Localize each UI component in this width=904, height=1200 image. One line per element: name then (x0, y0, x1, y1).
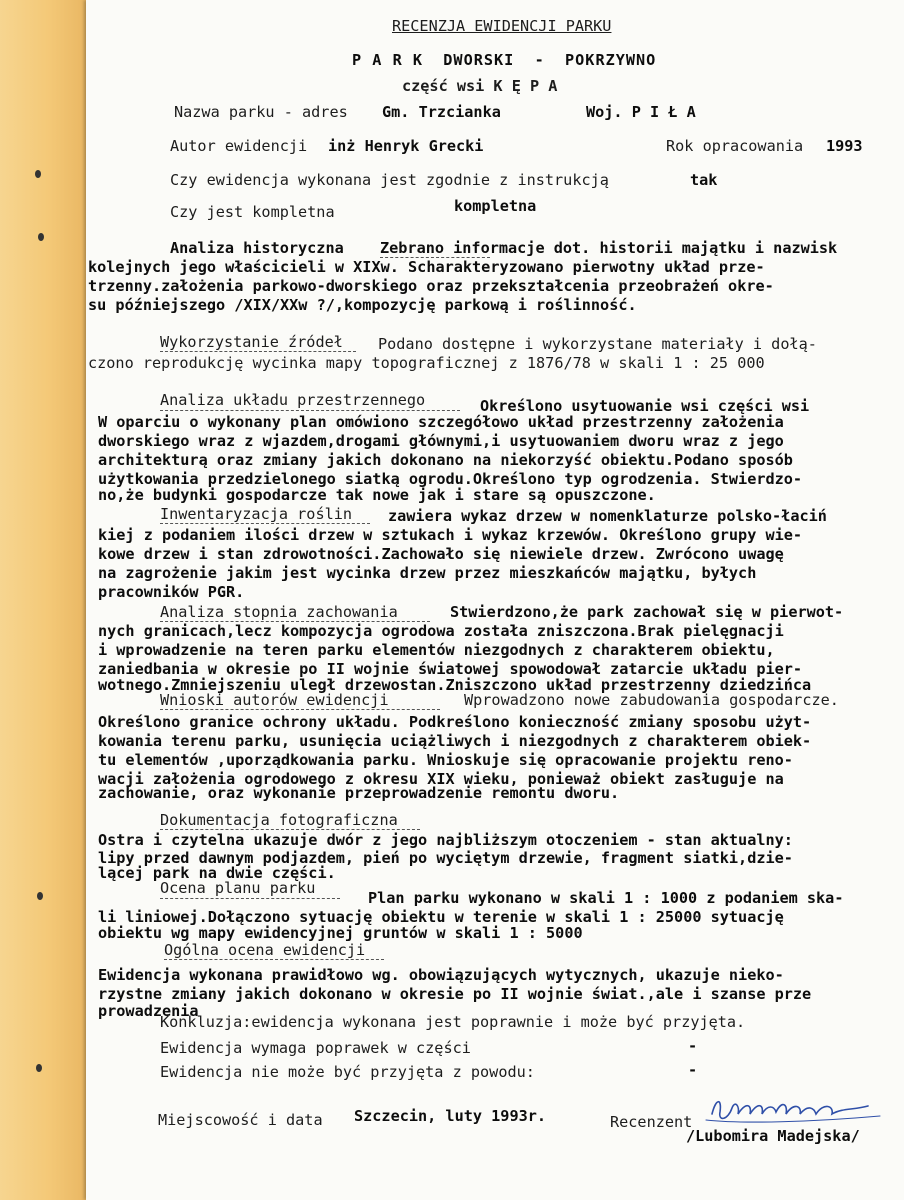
section-sources-line: czono reprodukcję wycinka mapy topograficznej z 1876/78 w skali 1 : 25 000 (88, 354, 765, 372)
address-gm: Gm. Trzcianka (382, 103, 501, 121)
section-photo-line: lipy przed dawnym podjazdem, pień po wyciętym drzewie, fragment siatki,dzie- (98, 849, 793, 867)
complete-answer: kompletna (454, 197, 537, 215)
section-historical-line: kolejnych jego właścicieli w XIXw. Scharakteryzowano pierwotny układ prze- (88, 258, 765, 276)
conclusion-corrections: Ewidencja wymaga poprawek w części (160, 1039, 471, 1057)
underline-dashes (160, 351, 356, 352)
section-sources-line: Podano dostępne i wykorzystane materiały i dołą- (378, 335, 817, 353)
complete-question: Czy jest kompletna (170, 203, 335, 221)
underline-dashes (160, 898, 340, 899)
section-preservation-line: zaniedbania w okresie po II wojnie światowej spowodował zatarcie układu pier- (98, 660, 803, 678)
section-preservation-label: Analiza stopnia zachowania (160, 603, 398, 621)
section-plants-line: kowe drzew i stan zdrowotności.Zachowało się niewiele drzew. Zwrócono uwagę (98, 545, 784, 563)
section-conclusions-line: tu elementów ,uporządkowania parku. Wnioskuje się opracowanie projektu reno- (98, 751, 793, 769)
section-conclusions-line: Określono granice ochrony układu. Podkreślono konieczność zmiany sposobu użyt- (98, 713, 812, 731)
section-plants-line: kiej z podaniem ilości drzew w sztukach i wykaz krzewów. Określono grupy wie- (98, 526, 803, 544)
park-name: P A R K DWORSKI - POKRZYWNO (352, 51, 657, 69)
document-page (86, 0, 904, 1200)
conclusion-rejected-mark: - (688, 1061, 698, 1079)
section-photo-line: lącej park na dwie części. (98, 864, 336, 882)
author-name: inż Henryk Grecki (328, 137, 484, 155)
place-date-value: Szczecin, luty 1993r. (354, 1107, 547, 1125)
section-plants-label: Inwentaryzacja roślin (160, 505, 353, 523)
author-label: Autor ewidencji (170, 137, 308, 155)
conclusion-corrections-mark: - (688, 1037, 698, 1055)
section-plan-line: obiektu wg mapy ewidencyjnej gruntów w skali 1 : 5000 (98, 924, 583, 942)
section-plants-line: na zagrożenie jakim jest wycinka drzew przez mieszkańców majątku, byłych (98, 564, 757, 582)
section-plan-line: li liniowej.Dołączono sytuację obiektu w terenie w skali 1 : 25000 sytuację (98, 908, 784, 926)
conclusion-rejected: Ewidencja nie może być przyjęta z powodu: (160, 1063, 535, 1081)
section-conclusions-line: wacji założenia ogrodowego z okresu XIX wieku, ponieważ obiekt zasługuje na (98, 770, 784, 788)
section-spatial-line: Określono usytuowanie wsi części wsi (480, 397, 810, 415)
section-conclusions-label: Wnioski autorów ewidencji (160, 691, 389, 709)
section-spatial-label: Analiza układu przestrzennego (160, 391, 426, 409)
section-historical-label: Analiza historyczna (170, 239, 344, 257)
year-label: Rok opracowania (666, 137, 804, 155)
section-historical-line: su późniejszego /XIX/XXw ?/,kompozycję parkową i roślinność. (88, 296, 637, 314)
section-sources-label: Wykorzystanie źródeł (160, 333, 343, 351)
compliance-answer: tak (690, 171, 718, 189)
section-photo-label: Dokumentacja fotograficzna (160, 811, 398, 829)
section-overall-line: Ewidencja wykonana prawidłowo wg. obowiązujących wytycznych, ukazuje nieko- (98, 966, 784, 984)
section-photo-line: Ostra i czytelna ukazuje dwór z jego najbliższym otoczeniem - stan aktualny: (98, 831, 793, 849)
section-conclusions-line: zachowanie, oraz wykonanie przeprowadzenie remontu dworu. (98, 784, 620, 802)
compliance-question: Czy ewidencja wykonana jest zgodnie z instrukcją (170, 171, 609, 189)
underline-dashes (160, 709, 440, 710)
section-preservation-line: nych granicach,lecz kompozycja ogrodowa została zniszczona.Brak pielęgnacji (98, 622, 784, 640)
binding-hole (38, 233, 44, 241)
section-overall-line: rzystne zmiany jakich dokonano w okresie po II wojnie świat.,ale i szanse prze (98, 985, 812, 1003)
section-preservation-line: wotnego.Zmniejszeniu uległ drzewostan.Zniszczono układ przestrzenny dziedzińca (98, 676, 812, 694)
reviewer-label: Recenzent (610, 1113, 693, 1131)
section-overall-line: prowadzenia (98, 1002, 199, 1020)
section-preservation-line: Stwierdzono,że park zachował się w pierwot- (450, 603, 844, 621)
underline-dashes (160, 523, 370, 524)
section-preservation-line: i wprowadzenie na teren parku elementów niezgodnych z charakterem obiektu, (98, 641, 775, 659)
binding-hole (35, 170, 41, 178)
conclusion-accepted: Konkluzja:ewidencja wykonana jest poprawnie i może być przyjęta. (160, 1013, 746, 1031)
binding-strip (0, 0, 86, 1200)
section-spatial-line: no,że budynki gospodarcze tak nowe jak i stare są opuszczone. (98, 486, 656, 504)
underline-dashes (160, 829, 420, 830)
section-historical-line: Zebrano informacje dot. historii majątku i nazwisk (380, 239, 838, 257)
underline-dashes (164, 959, 384, 960)
section-overall-label: Ogólna ocena ewidencji (164, 941, 366, 959)
section-plan-line: Plan parku wykonano w skali 1 : 1000 z podaniem ska- (368, 889, 844, 907)
section-spatial-line: W oparciu o wykonany plan omówiono szczegółowo układ przestrzenny założenia (98, 413, 784, 431)
section-plan-label: Ocena planu parku (160, 879, 316, 897)
underline-dashes (380, 257, 490, 258)
section-spatial-line: dworskiego wraz z wjazdem,drogami głównymi,i usytuowaniem dworu wraz z jego (98, 432, 784, 450)
section-spatial-line: architekturą oraz zmiany jakich dokonano na niekorzyść obiektu.Podano sposób (98, 451, 793, 469)
address-label: Nazwa parku - adres (174, 103, 348, 121)
section-plants-line: zawiera wykaz drzew w nomenklaturze polsko-łaciń (388, 507, 827, 525)
year-value: 1993 (826, 137, 863, 155)
underline-dashes (160, 621, 430, 622)
binding-hole (36, 1064, 42, 1072)
doc-title: RECENZJA EWIDENCJI PARKU (392, 17, 612, 35)
section-conclusions-line: kowania terenu parku, usunięcia uciążliwych i niezgodnych z charakterem obiek- (98, 732, 812, 750)
place-date-label: Miejscowość i data (158, 1111, 323, 1129)
section-conclusions-line: Wprowadzono nowe zabudowania gospodarcze. (464, 691, 839, 709)
address-woj: Woj. P I Ł A (586, 103, 696, 121)
village-line: część wsi K Ę P A (402, 77, 558, 95)
section-historical-line: trzenny.założenia parkowo-dworskiego oraz przekształcenia przeobrażeń okre- (88, 277, 774, 295)
reviewer-name: /Lubomira Madejska/ (686, 1127, 860, 1145)
section-plants-line: pracowników PGR. (98, 583, 245, 601)
section-spatial-line: użytkowania przedzielonego siatką ogrodu.Określono typ ogrodzenia. Stwierdzo- (98, 470, 803, 488)
binding-hole (37, 892, 43, 900)
underline-dashes (160, 410, 460, 411)
handwritten-signature (702, 1090, 902, 1130)
